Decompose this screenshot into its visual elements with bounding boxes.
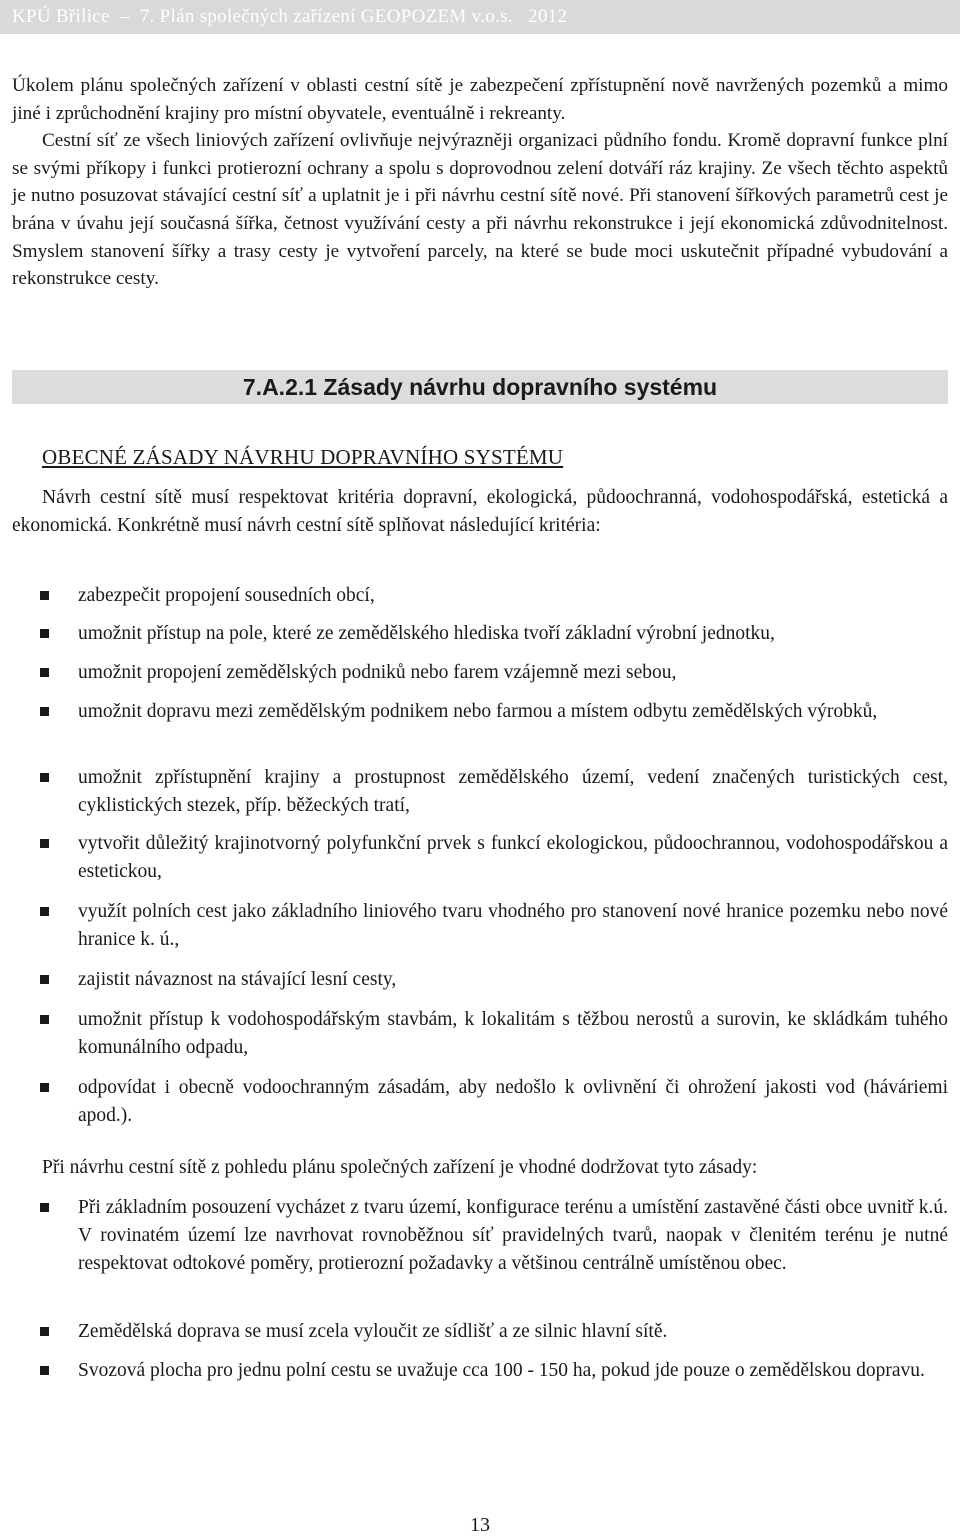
- bullet-icon: [40, 907, 49, 916]
- criteria-intro-text: Návrh cestní sítě musí respektovat kritéria dopravní, ekologická, půdoochranná, vodohospodářská, estetická a ekonomická. Konkrétně musí návrh cestní sítě splňovat následující kritéria:: [12, 487, 948, 536]
- intro-paragraph-1: Úkolem plánu společných zařízení v oblasti cestní sítě je zabezpečení zpřístupnění nově navržených pozemků a mimo jiné i zprůchodnění krajiny pro místní obyvatele, eventuálně i rekreanty.: [12, 75, 948, 124]
- list-item-text: umožnit zpřístupnění krajiny a prostupnost zemědělského území, vedení značených turistických cest, cyklistických stezek, příp. běžeckých tratí,: [78, 767, 948, 816]
- list-item-text: odpovídat i obecně vodoochranným zásadám, aby nedošlo k ovlivnění či ohrožení jakosti vod (háváriemi apod.).: [78, 1077, 948, 1126]
- bullet-icon: [40, 773, 49, 782]
- header-text: KPÚ Břilice – 7. Plán společných zařízení GEOPOZEM v.o.s. 2012: [12, 6, 568, 27]
- list-item-text: využít polních cest jako základního liniového tvaru vhodného pro stanovení nové hranice pozemku nebo nové hranice k. ú.,: [78, 901, 948, 950]
- criteria-intro-paragraph: [12, 484, 948, 540]
- list-item-text: umožnit přístup na pole, které ze zemědělského hlediska tvoří základní výrobní jednotku,: [78, 623, 775, 644]
- list-item-text: umožnit propojení zemědělských podniků nebo farem vzájemně mezi sebou,: [78, 662, 677, 683]
- bullet-icon: [40, 629, 49, 638]
- page-number: 13: [470, 1514, 490, 1536]
- list-item-text: Při základním posouzení vycházet z tvaru území, konfigurace terénu a umístění zastavěné části obce uvnitř k.ú. V rovinatém území lze navrhovat rovnoběžnou síť pravidelných tvarů, naopak v členitém terénu je nutné respektovat odtokové poměry, protierozní požadavky a většinou centrálně umístěnou obec.: [78, 1197, 948, 1274]
- intro-section: [12, 72, 948, 293]
- bullet-icon: [40, 839, 49, 848]
- intro-paragraph-2: Cestní síť ze všech liniových zařízení ovlivňuje nejvýrazněji organizaci půdního fondu. Kromě dopravní funkce plní se svými příkopy i funkci protierozní ochrany a spolu s doprovodnou zelení dotváří ráz krajiny. Ze všech těchto aspektů je nutno posuzovat stávající cestní síť a uplatnit je i při návrhu cestní sítě nové. Při stanovení šířkových parametrů cest je brána v úvahu její současná šířka, četnost využívání cesty a při návrhu rekonstrukce i její ekonomická zdůvodnitelnost. Smyslem stanovení šířky a trasy cesty je vytvoření parcely, na které se bude moci uskutečnit případné vybudování a rekonstrukce cesty.: [12, 130, 948, 290]
- bullet-icon: [40, 707, 49, 716]
- bullet-icon: [40, 668, 49, 677]
- list-item-text: zajistit návaznost na stávající lesní cesty,: [78, 969, 397, 990]
- bullet-icon: [40, 1203, 49, 1212]
- list-item-text: Svozová plocha pro jednu polní cestu se uvažuje cca 100 - 150 ha, pokud jde pouze o zemědělskou dopravu.: [78, 1360, 925, 1381]
- list-item-text: zabezpečit propojení sousedních obcí,: [78, 585, 375, 606]
- section-title: 7.A.2.1 Zásady návrhu dopravního systému: [242, 374, 718, 400]
- bullet-icon: [40, 1015, 49, 1024]
- list-item-text: Zemědělská doprava se musí zcela vyloučit ze sídlišť a ze silnic hlavní sítě.: [78, 1321, 668, 1342]
- subheading: OBECNÉ ZÁSADY NÁVRHU DOPRAVNÍHO SYSTÉMU: [42, 445, 564, 469]
- section-heading-bar: [12, 370, 948, 404]
- bullet-icon: [40, 975, 49, 984]
- bullet-icon: [40, 1083, 49, 1092]
- bullet-icon: [40, 1327, 49, 1336]
- page-header: [0, 0, 960, 34]
- bullet-icon: [40, 591, 49, 600]
- list-item-text: vytvořit důležitý krajinotvorný polyfunkční prvek s funkcí ekologickou, půdoochrannou, vodohospodářskou a estetickou,: [78, 833, 948, 882]
- list-item-text: umožnit přístup k vodohospodářským stavbám, k lokalitám s těžbou nerostů a surovin, ke skládkám tuhého komunálního odpadu,: [78, 1009, 948, 1058]
- bullet-icon: [40, 1366, 49, 1375]
- list-item-text: umožnit dopravu mezi zemědělským podnikem nebo farmou a místem odbytu zemědělských výrobků,: [78, 701, 878, 722]
- principles-intro-paragraph: Při návrhu cestní sítě z pohledu plánu společných zařízení je vhodné dodržovat tyto zásady:: [42, 1157, 758, 1178]
